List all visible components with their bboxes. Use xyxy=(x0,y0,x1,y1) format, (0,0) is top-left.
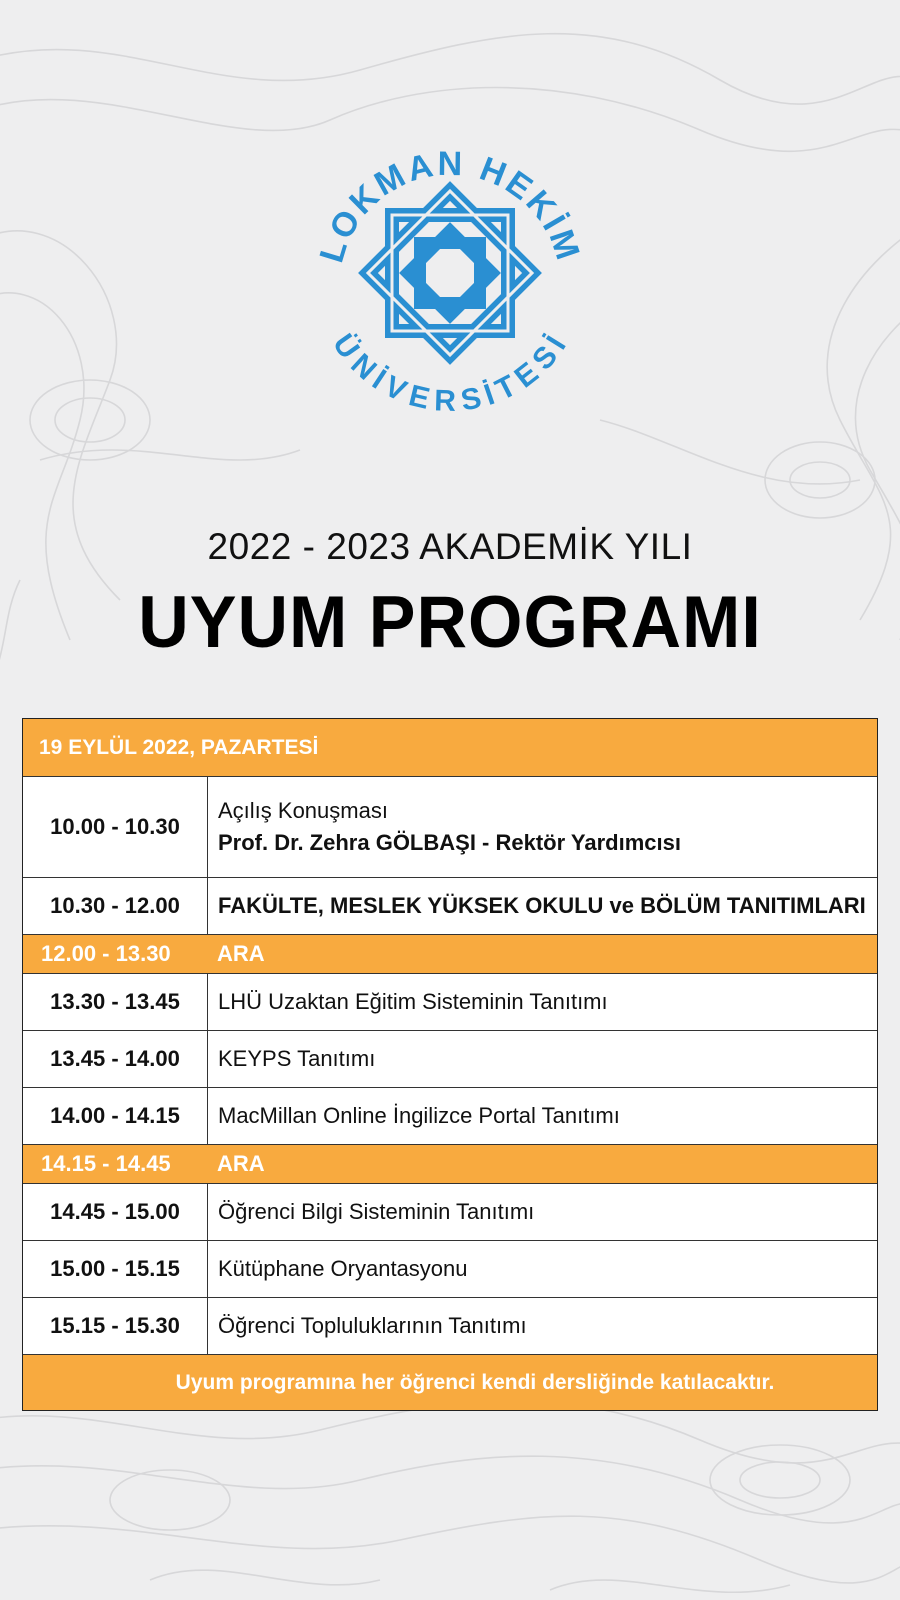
time-cell: 14.00 - 14.15 xyxy=(23,1088,208,1144)
time-cell: 12.00 - 13.30 xyxy=(41,941,171,966)
academic-year-heading: 2022 - 2023 AKADEMİK YILI xyxy=(207,526,693,567)
time-cell: 10.30 - 12.00 xyxy=(23,878,208,934)
time-cell: 15.00 - 15.15 xyxy=(23,1241,208,1297)
schedule-table xyxy=(22,718,878,1411)
break-row xyxy=(23,935,877,974)
university-logo xyxy=(300,125,600,425)
table-row xyxy=(23,1298,877,1355)
time-cell: 13.45 - 14.00 xyxy=(23,1031,208,1087)
description-cell: MacMillan Online İngilizce Portal Tanıtımı xyxy=(218,1103,620,1128)
table-row xyxy=(23,1184,877,1241)
event-speaker: Prof. Dr. Zehra GÖLBAŞI - Rektör Yardımcısı xyxy=(218,830,681,855)
description-cell xyxy=(208,878,877,934)
description-cell: Öğrenci Topluluklarının Tanıtımı xyxy=(218,1313,527,1338)
description-cell xyxy=(208,777,877,877)
table-row xyxy=(23,878,877,935)
logo-bottom-text: ÜNİVERSİTESİ xyxy=(326,328,575,419)
program-title: UYUM PROGRAMI xyxy=(138,581,762,663)
table-row xyxy=(23,1088,877,1145)
description-cell: Öğrenci Bilgi Sisteminin Tanıtımı xyxy=(218,1199,535,1224)
day-header: 19 EYLÜL 2022, PAZARTESİ xyxy=(23,719,877,777)
time-cell: 10.00 - 10.30 xyxy=(23,777,208,877)
svg-text:ÜNİVERSİTESİ xyxy=(326,328,574,418)
time-cell: 14.45 - 15.00 xyxy=(23,1184,208,1240)
description-cell: LHÜ Uzaktan Eğitim Sisteminin Tanıtımı xyxy=(218,989,608,1014)
time-cell: 14.15 - 14.45 xyxy=(41,1151,171,1176)
footer-note: Uyum programına her öğrenci kendi dersliğinde katılacaktır. xyxy=(23,1355,877,1410)
table-row xyxy=(23,1241,877,1298)
table-row xyxy=(23,777,877,878)
event-title: Açılış Konuşması xyxy=(218,798,388,823)
table-row xyxy=(23,1031,877,1088)
break-label: ARA xyxy=(217,941,265,966)
logo-top-text: LOKMAN HEKİM xyxy=(312,144,588,267)
description-cell: KEYPS Tanıtımı xyxy=(218,1046,376,1071)
time-cell: 13.30 - 13.45 xyxy=(23,974,208,1030)
description-cell: Kütüphane Oryantasyonu xyxy=(218,1256,468,1281)
event-title: FAKÜLTE, MESLEK YÜKSEK OKULU ve BÖLÜM TANITIMLARI xyxy=(218,893,866,918)
break-row xyxy=(23,1145,877,1184)
table-row xyxy=(23,974,877,1031)
break-label: ARA xyxy=(217,1151,265,1176)
time-cell: 15.15 - 15.30 xyxy=(23,1298,208,1354)
